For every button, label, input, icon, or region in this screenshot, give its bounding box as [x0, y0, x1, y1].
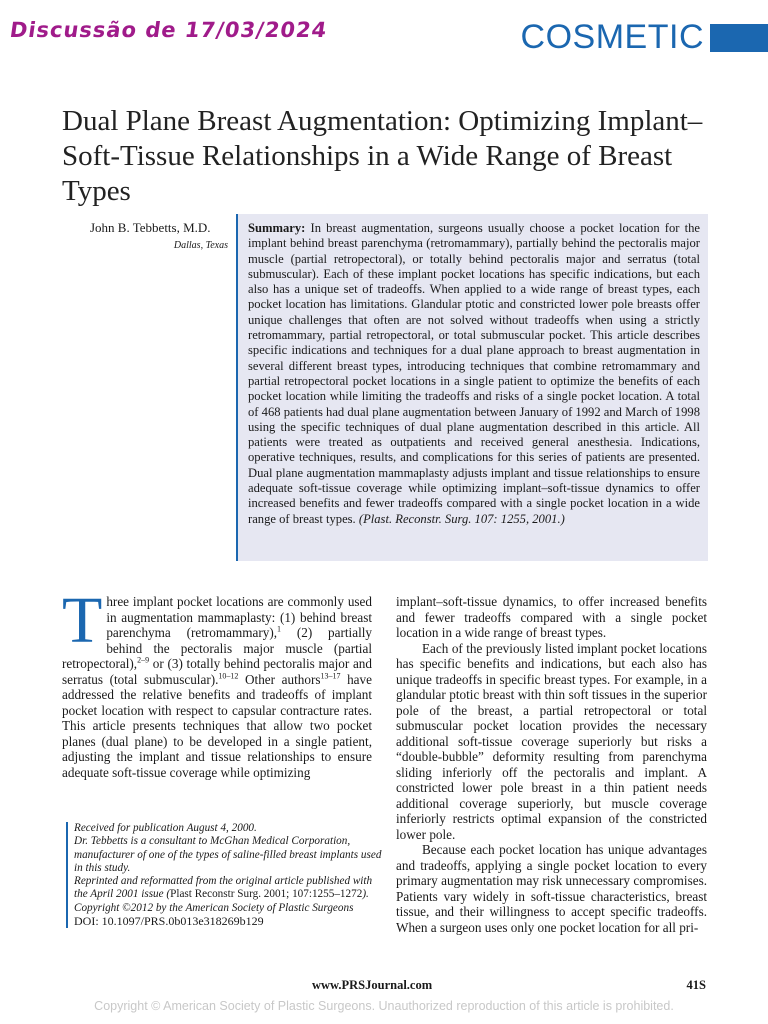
reference-number: 10–12 [218, 671, 239, 681]
disclosure-note: Dr. Tebbetts is a consultant to McGhan Medical Corporation, manufacturer of one of the types of saline-filled breast implants used in this study. [74, 835, 382, 874]
doi-link[interactable]: DOI: 10.1097/PRS.0b013e318269b129 [74, 914, 264, 929]
summary-box [236, 214, 708, 561]
body-text: or (3) totally behind pectoralis major and serratus (total submuscular). [62, 656, 372, 687]
body-text: (2) partially behind the pectoralis major muscle (partial retropectoral), [62, 625, 372, 671]
body-text: have addressed the relative benefits and tradeoffs of implant pocket location with respect to capsular contracture rates. This article presents techniques that allow two pocket planes (dual plane) to be developed in a single patient, adjusting the implant and tissue relationships to ensure adequate soft-tissue coverage while optimizing [62, 671, 372, 780]
journal-url-link[interactable]: www.PRSJournal.com [312, 978, 433, 992]
summary-label: Summary: [248, 221, 306, 235]
article-notes [66, 822, 382, 928]
copyright-footer: Copyright © American Society of Plastic Surgeons. Unauthorized reproduction of this article is prohibited. [94, 999, 674, 1013]
reference-number: 13–17 [320, 671, 341, 681]
section-color-bar [710, 24, 768, 52]
author-name: John B. Tebbetts, M.D. [90, 220, 211, 235]
body-paragraph: Because each pocket location has unique advantages and tradeoffs, applying a single pocket location to every primary augmentation may risk unnecessary compromises. Patients vary widely in soft-tissue characteristics, breast tissue, and their willingness to accept specific tradeoffs. When a surgeon uses only one pocket location for all pri- [396, 842, 707, 935]
handwritten-note: Discussão de 17/03/2024 [8, 18, 329, 42]
summary-citation: (Plast. Reconstr. Surg. 107: 1255, 2001.) [358, 511, 565, 526]
received-note: Received for publication August 4, 2000. [74, 822, 257, 834]
reprint-text: Reprinted and reformatted from the original article published with the April 2001 issue ( [74, 875, 373, 901]
reprint-suffix: ). [362, 888, 369, 901]
author-affiliation: Dallas, Texas [173, 240, 228, 251]
body-text: hree implant pocket locations are commonly used in augmentation mammaplasty: (1) behind breast parenchyma (retromammary), [106, 594, 372, 640]
drop-cap: T [62, 584, 103, 657]
body-column-right [396, 594, 707, 935]
section-label: COSMETIC [520, 18, 704, 56]
reprint-citation: Plast Reconstr Surg. 2001; 107:1255–1272 [170, 888, 363, 901]
article-title: Dual Plane Breast Augmentation: Optimizing Implant–Soft-Tissue Relationships in a Wide Range of Breast Types [62, 105, 703, 207]
page-number: 41S [686, 978, 706, 992]
body-text: Other authors [238, 671, 321, 687]
reference-number: 2–9 [137, 655, 150, 665]
body-column-left [62, 584, 372, 780]
summary-text: In breast augmentation, surgeons usually choose a pocket location for the implant behind breast parenchyma (retromammary), partially behind the pectoralis major muscle (partial retropectoral), or totally behind pectoralis major and serratus (total submuscular). Each of these implant pocket locations has specific indications, but each also has a unique set of tradeoffs. When applied to a wide range of breast types, each pocket location has limitations. Glandular ptotic and constricted lower pole breasts offer unique challenges that often are not solved without tradeoffs when using a strictly retromammary, partial retropectoral, or total submuscular pocket. This article describes specific indications and techniques for a dual plane approach to breast augmentation in several different breast types, introducing techniques that combine retromammary and partial retropectoral pocket locations in a single patient to optimize the benefits of each pocket location while limiting the tradeoffs and risks of a single pocket location. A total of 468 patients had dual plane augmentation between January of 1992 and March of 1998 using the specific techniques of dual plane augmentation described in this article. All patients were treated as outpatients and received general anesthesia. Indications, operative techniques, results, and complications for this series of patients are presented. Dual plane augmentation mammaplasty adjusts implant and tissue relationships to ensure adequate soft-tissue coverage while optimizing implant–soft-tissue dynamics to offer increased benefits and fewer tradeoffs compared with a single pocket location in a wide range of breast types. [248, 221, 700, 526]
reprint-note [74, 875, 382, 902]
copyright-note: Copyright ©2012 by the American Society of Plastic Surgeons [74, 901, 354, 914]
reference-number: 1 [277, 624, 282, 634]
body-paragraph: Each of the previously listed implant pocket locations has specific benefits and indications, but each also has unique tradeoffs in specific breast types. For example, in a glandular ptotic breast with thin soft tissues in the superior pole of the breast, a partial retropectoral or total submuscular pocket location provides the necessary additional soft-tissue coverage superiorly but risks a “double-bubble” deformity resulting from parenchyma sliding inferiorly off the pectoralis and implant. A constricted lower pole breast in a thin patient needs additional coverage superiorly, but muscle coverage inferiorly restricts optimal expansion of the constricted lower pole. [396, 640, 707, 842]
body-paragraph: implant–soft-tissue dynamics, to offer increased benefits and fewer tradeoffs compared with a single pocket location in a wide range of breast types. [396, 594, 707, 640]
